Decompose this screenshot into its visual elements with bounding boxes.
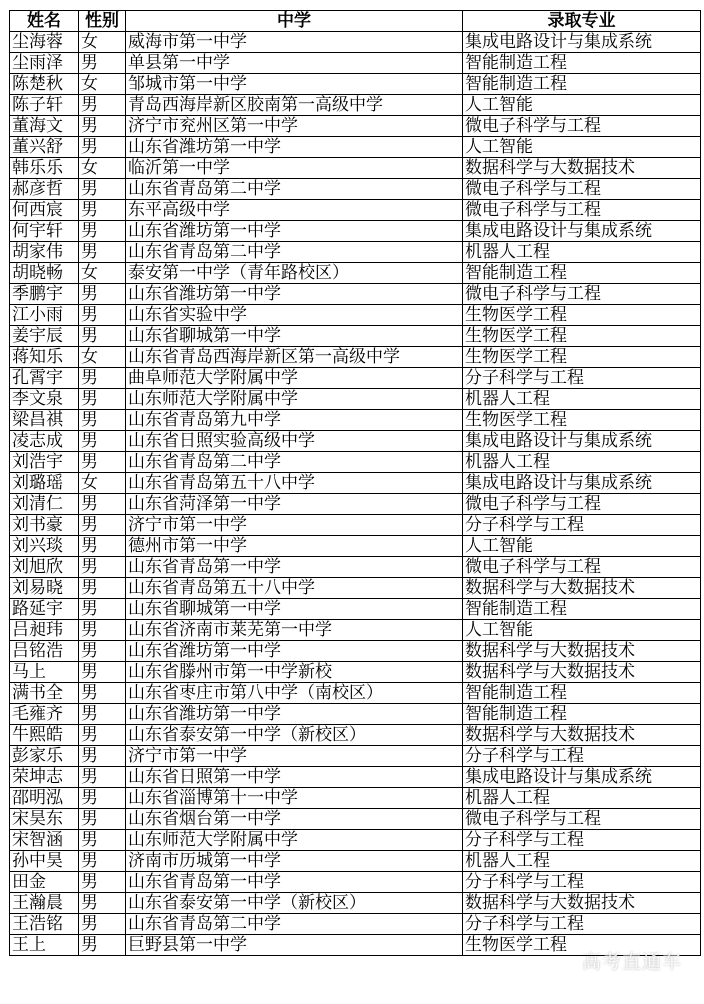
table-row (10, 788, 701, 809)
cell-gender: 男 (79, 494, 126, 515)
table-header (10, 11, 701, 32)
cell-name: 刘璐瑶 (10, 473, 79, 494)
cell-school: 山东省青岛第二中学 (126, 179, 463, 200)
cell-school: 单县第一中学 (126, 53, 463, 74)
cell-gender: 女 (79, 158, 126, 179)
table-row (10, 473, 701, 494)
cell-name: 陈楚秋 (10, 74, 79, 95)
cell-school: 济宁市第一中学 (126, 746, 463, 767)
cell-major: 智能制造工程 (463, 263, 701, 284)
cell-gender: 男 (79, 809, 126, 830)
cell-major: 人工智能 (463, 536, 701, 557)
cell-gender: 男 (79, 326, 126, 347)
cell-gender: 男 (79, 935, 126, 956)
cell-school: 山东省青岛第二中学 (126, 914, 463, 935)
table-row (10, 767, 701, 788)
cell-gender: 男 (79, 53, 126, 74)
table-row (10, 557, 701, 578)
cell-major: 分子科学与工程 (463, 914, 701, 935)
cell-gender: 男 (79, 620, 126, 641)
table-row (10, 95, 701, 116)
cell-major: 人工智能 (463, 95, 701, 116)
cell-gender: 男 (79, 284, 126, 305)
cell-name: 季鹏宇 (10, 284, 79, 305)
header-gender: 性别 (79, 11, 126, 32)
cell-gender: 男 (79, 746, 126, 767)
table-row (10, 809, 701, 830)
cell-name: 刘易晓 (10, 578, 79, 599)
cell-school: 临沂第一中学 (126, 158, 463, 179)
admission-table (9, 10, 701, 956)
table-row (10, 221, 701, 242)
cell-school: 山东省青岛第二中学 (126, 452, 463, 473)
table-row (10, 536, 701, 557)
cell-school: 山东省青岛第一中学 (126, 872, 463, 893)
table-row (10, 725, 701, 746)
header-name: 姓名 (10, 11, 79, 32)
cell-gender: 男 (79, 536, 126, 557)
header-row (10, 11, 701, 32)
cell-name: 王浩铭 (10, 914, 79, 935)
cell-major: 生物医学工程 (463, 410, 701, 431)
cell-school: 山东省滕州市第一中学新校 (126, 662, 463, 683)
cell-school: 山东省烟台第一中学 (126, 809, 463, 830)
cell-school: 山东省泰安第一中学（新校区） (126, 893, 463, 914)
cell-gender: 男 (79, 641, 126, 662)
cell-school: 山东省泰安第一中学（新校区） (126, 725, 463, 746)
cell-gender: 男 (79, 389, 126, 410)
cell-gender: 男 (79, 662, 126, 683)
cell-gender: 男 (79, 452, 126, 473)
cell-gender: 男 (79, 137, 126, 158)
header-school: 中学 (126, 11, 463, 32)
cell-school: 济南市历城第一中学 (126, 851, 463, 872)
cell-major: 机器人工程 (463, 452, 701, 473)
cell-gender: 男 (79, 704, 126, 725)
cell-name: 刘浩宇 (10, 452, 79, 473)
table-row (10, 620, 701, 641)
cell-gender: 男 (79, 767, 126, 788)
table-row (10, 74, 701, 95)
table-row (10, 851, 701, 872)
cell-name: 尘雨泽 (10, 53, 79, 74)
cell-name: 尘海蓉 (10, 32, 79, 53)
cell-gender: 男 (79, 200, 126, 221)
table-row (10, 242, 701, 263)
table-row (10, 347, 701, 368)
cell-name: 彭家乐 (10, 746, 79, 767)
cell-name: 董兴舒 (10, 137, 79, 158)
cell-major: 数据科学与大数据技术 (463, 725, 701, 746)
cell-name: 李文泉 (10, 389, 79, 410)
cell-name: 胡家伟 (10, 242, 79, 263)
table-row (10, 116, 701, 137)
cell-name: 满书全 (10, 683, 79, 704)
table-row (10, 431, 701, 452)
cell-major: 生物医学工程 (463, 347, 701, 368)
cell-major: 智能制造工程 (463, 704, 701, 725)
table-row (10, 158, 701, 179)
cell-major: 机器人工程 (463, 851, 701, 872)
cell-name: 吕昶玮 (10, 620, 79, 641)
table-row (10, 452, 701, 473)
cell-major: 机器人工程 (463, 389, 701, 410)
cell-name: 江小雨 (10, 305, 79, 326)
cell-school: 山东师范大学附属中学 (126, 830, 463, 851)
cell-name: 宋智涵 (10, 830, 79, 851)
cell-name: 吕铭浩 (10, 641, 79, 662)
cell-school: 山东省淄博第十一中学 (126, 788, 463, 809)
cell-school: 山东省青岛第五十八中学 (126, 578, 463, 599)
table-row (10, 872, 701, 893)
cell-school: 山东省菏泽第一中学 (126, 494, 463, 515)
cell-name: 孔霄宇 (10, 368, 79, 389)
cell-gender: 女 (79, 347, 126, 368)
cell-name: 郝彦哲 (10, 179, 79, 200)
cell-major: 集成电路设计与集成系统 (463, 473, 701, 494)
cell-gender: 男 (79, 872, 126, 893)
cell-major: 智能制造工程 (463, 599, 701, 620)
cell-major: 智能制造工程 (463, 74, 701, 95)
cell-school: 山东省潍坊第一中学 (126, 704, 463, 725)
cell-major: 微电子科学与工程 (463, 116, 701, 137)
table-row (10, 53, 701, 74)
cell-school: 济宁市兖州区第一中学 (126, 116, 463, 137)
cell-gender: 女 (79, 32, 126, 53)
cell-major: 数据科学与大数据技术 (463, 662, 701, 683)
cell-major: 微电子科学与工程 (463, 179, 701, 200)
cell-gender: 男 (79, 557, 126, 578)
cell-gender: 男 (79, 95, 126, 116)
cell-name: 孙中昊 (10, 851, 79, 872)
cell-school: 山东省日照第一中学 (126, 767, 463, 788)
cell-major: 生物医学工程 (463, 305, 701, 326)
cell-major: 智能制造工程 (463, 53, 701, 74)
cell-gender: 男 (79, 830, 126, 851)
cell-name: 牛熙皓 (10, 725, 79, 746)
header-major: 录取专业 (463, 11, 701, 32)
cell-major: 分子科学与工程 (463, 746, 701, 767)
cell-major: 集成电路设计与集成系统 (463, 767, 701, 788)
cell-major: 机器人工程 (463, 242, 701, 263)
cell-major: 生物医学工程 (463, 935, 701, 956)
watermark-text: 高考直通车 (581, 951, 682, 973)
cell-name: 刘书豪 (10, 515, 79, 536)
cell-name: 何宇轩 (10, 221, 79, 242)
cell-name: 蒋知乐 (10, 347, 79, 368)
cell-gender: 男 (79, 431, 126, 452)
cell-name: 姜宇辰 (10, 326, 79, 347)
cell-school: 东平高级中学 (126, 200, 463, 221)
table-row (10, 137, 701, 158)
cell-major: 人工智能 (463, 620, 701, 641)
cell-name: 董海文 (10, 116, 79, 137)
cell-major: 分子科学与工程 (463, 830, 701, 851)
cell-name: 凌志成 (10, 431, 79, 452)
table-row (10, 746, 701, 767)
cell-school: 山东省潍坊第一中学 (126, 221, 463, 242)
cell-major: 微电子科学与工程 (463, 494, 701, 515)
table-body (10, 32, 701, 956)
cell-major: 微电子科学与工程 (463, 284, 701, 305)
cell-school: 泰安第一中学（青年路校区） (126, 263, 463, 284)
cell-school: 山东省青岛第一中学 (126, 557, 463, 578)
cell-gender: 男 (79, 116, 126, 137)
cell-name: 马上 (10, 662, 79, 683)
table-row (10, 893, 701, 914)
table-row (10, 410, 701, 431)
cell-school: 山东省青岛第五十八中学 (126, 473, 463, 494)
cell-name: 胡晓畅 (10, 263, 79, 284)
cell-gender: 男 (79, 578, 126, 599)
cell-major: 微电子科学与工程 (463, 557, 701, 578)
cell-major: 分子科学与工程 (463, 515, 701, 536)
cell-school: 山东省济南市莱芜第一中学 (126, 620, 463, 641)
cell-major: 数据科学与大数据技术 (463, 893, 701, 914)
cell-gender: 男 (79, 893, 126, 914)
cell-school: 山东省日照实验高级中学 (126, 431, 463, 452)
cell-major: 人工智能 (463, 137, 701, 158)
cell-gender: 男 (79, 683, 126, 704)
cell-major: 数据科学与大数据技术 (463, 641, 701, 662)
cell-school: 山东省聊城第一中学 (126, 326, 463, 347)
cell-major: 集成电路设计与集成系统 (463, 221, 701, 242)
table-row (10, 662, 701, 683)
cell-name: 何西宸 (10, 200, 79, 221)
table-row (10, 599, 701, 620)
table-row (10, 326, 701, 347)
cell-gender: 男 (79, 851, 126, 872)
cell-major: 微电子科学与工程 (463, 200, 701, 221)
cell-name: 田金 (10, 872, 79, 893)
cell-school: 山东省青岛西海岸新区第一高级中学 (126, 347, 463, 368)
cell-school: 山东省青岛第二中学 (126, 242, 463, 263)
cell-major: 分子科学与工程 (463, 872, 701, 893)
cell-major: 集成电路设计与集成系统 (463, 431, 701, 452)
table-row (10, 704, 701, 725)
table-row (10, 179, 701, 200)
cell-school: 威海市第一中学 (126, 32, 463, 53)
cell-name: 宋昊东 (10, 809, 79, 830)
cell-major: 分子科学与工程 (463, 368, 701, 389)
cell-name: 刘旭欣 (10, 557, 79, 578)
cell-school: 山东师范大学附属中学 (126, 389, 463, 410)
table-row (10, 368, 701, 389)
cell-name: 荣坤志 (10, 767, 79, 788)
table-row (10, 494, 701, 515)
cell-gender: 男 (79, 410, 126, 431)
cell-school: 山东省潍坊第一中学 (126, 137, 463, 158)
cell-name: 路延宇 (10, 599, 79, 620)
cell-name: 陈子轩 (10, 95, 79, 116)
cell-major: 集成电路设计与集成系统 (463, 32, 701, 53)
cell-gender: 男 (79, 242, 126, 263)
cell-school: 山东省潍坊第一中学 (126, 641, 463, 662)
cell-school: 德州市第一中学 (126, 536, 463, 557)
cell-school: 山东省青岛第九中学 (126, 410, 463, 431)
cell-school: 巨野县第一中学 (126, 935, 463, 956)
cell-school: 山东省实验中学 (126, 305, 463, 326)
table-row (10, 200, 701, 221)
cell-gender: 男 (79, 599, 126, 620)
table-row (10, 263, 701, 284)
cell-school: 山东省聊城第一中学 (126, 599, 463, 620)
cell-school: 山东省潍坊第一中学 (126, 284, 463, 305)
table-row (10, 914, 701, 935)
cell-gender: 男 (79, 179, 126, 200)
table-row (10, 32, 701, 53)
cell-major: 数据科学与大数据技术 (463, 578, 701, 599)
cell-school: 邹城市第一中学 (126, 74, 463, 95)
cell-school: 青岛西海岸新区胶南第一高级中学 (126, 95, 463, 116)
table-row (10, 683, 701, 704)
table-row (10, 389, 701, 410)
table-row (10, 515, 701, 536)
cell-name: 刘兴琰 (10, 536, 79, 557)
cell-gender: 女 (79, 74, 126, 95)
cell-gender: 女 (79, 263, 126, 284)
cell-name: 韩乐乐 (10, 158, 79, 179)
table-row (10, 641, 701, 662)
cell-gender: 男 (79, 515, 126, 536)
cell-school: 曲阜师范大学附属中学 (126, 368, 463, 389)
table-row (10, 305, 701, 326)
cell-name: 毛雍齐 (10, 704, 79, 725)
cell-major: 数据科学与大数据技术 (463, 158, 701, 179)
cell-name: 梁昌祺 (10, 410, 79, 431)
table-row (10, 578, 701, 599)
cell-major: 生物医学工程 (463, 326, 701, 347)
cell-school: 济宁市第一中学 (126, 515, 463, 536)
admission-table-container (9, 10, 700, 956)
cell-gender: 男 (79, 221, 126, 242)
cell-name: 刘清仁 (10, 494, 79, 515)
cell-gender: 男 (79, 305, 126, 326)
cell-gender: 男 (79, 788, 126, 809)
cell-major: 机器人工程 (463, 788, 701, 809)
cell-major: 微电子科学与工程 (463, 809, 701, 830)
table-row (10, 830, 701, 851)
cell-gender: 男 (79, 914, 126, 935)
cell-gender: 女 (79, 473, 126, 494)
cell-name: 王瀚晨 (10, 893, 79, 914)
cell-name: 王上 (10, 935, 79, 956)
cell-school: 山东省枣庄市第八中学（南校区） (126, 683, 463, 704)
cell-gender: 男 (79, 725, 126, 746)
cell-gender: 男 (79, 368, 126, 389)
cell-name: 邵明泓 (10, 788, 79, 809)
table-row (10, 284, 701, 305)
cell-major: 智能制造工程 (463, 683, 701, 704)
